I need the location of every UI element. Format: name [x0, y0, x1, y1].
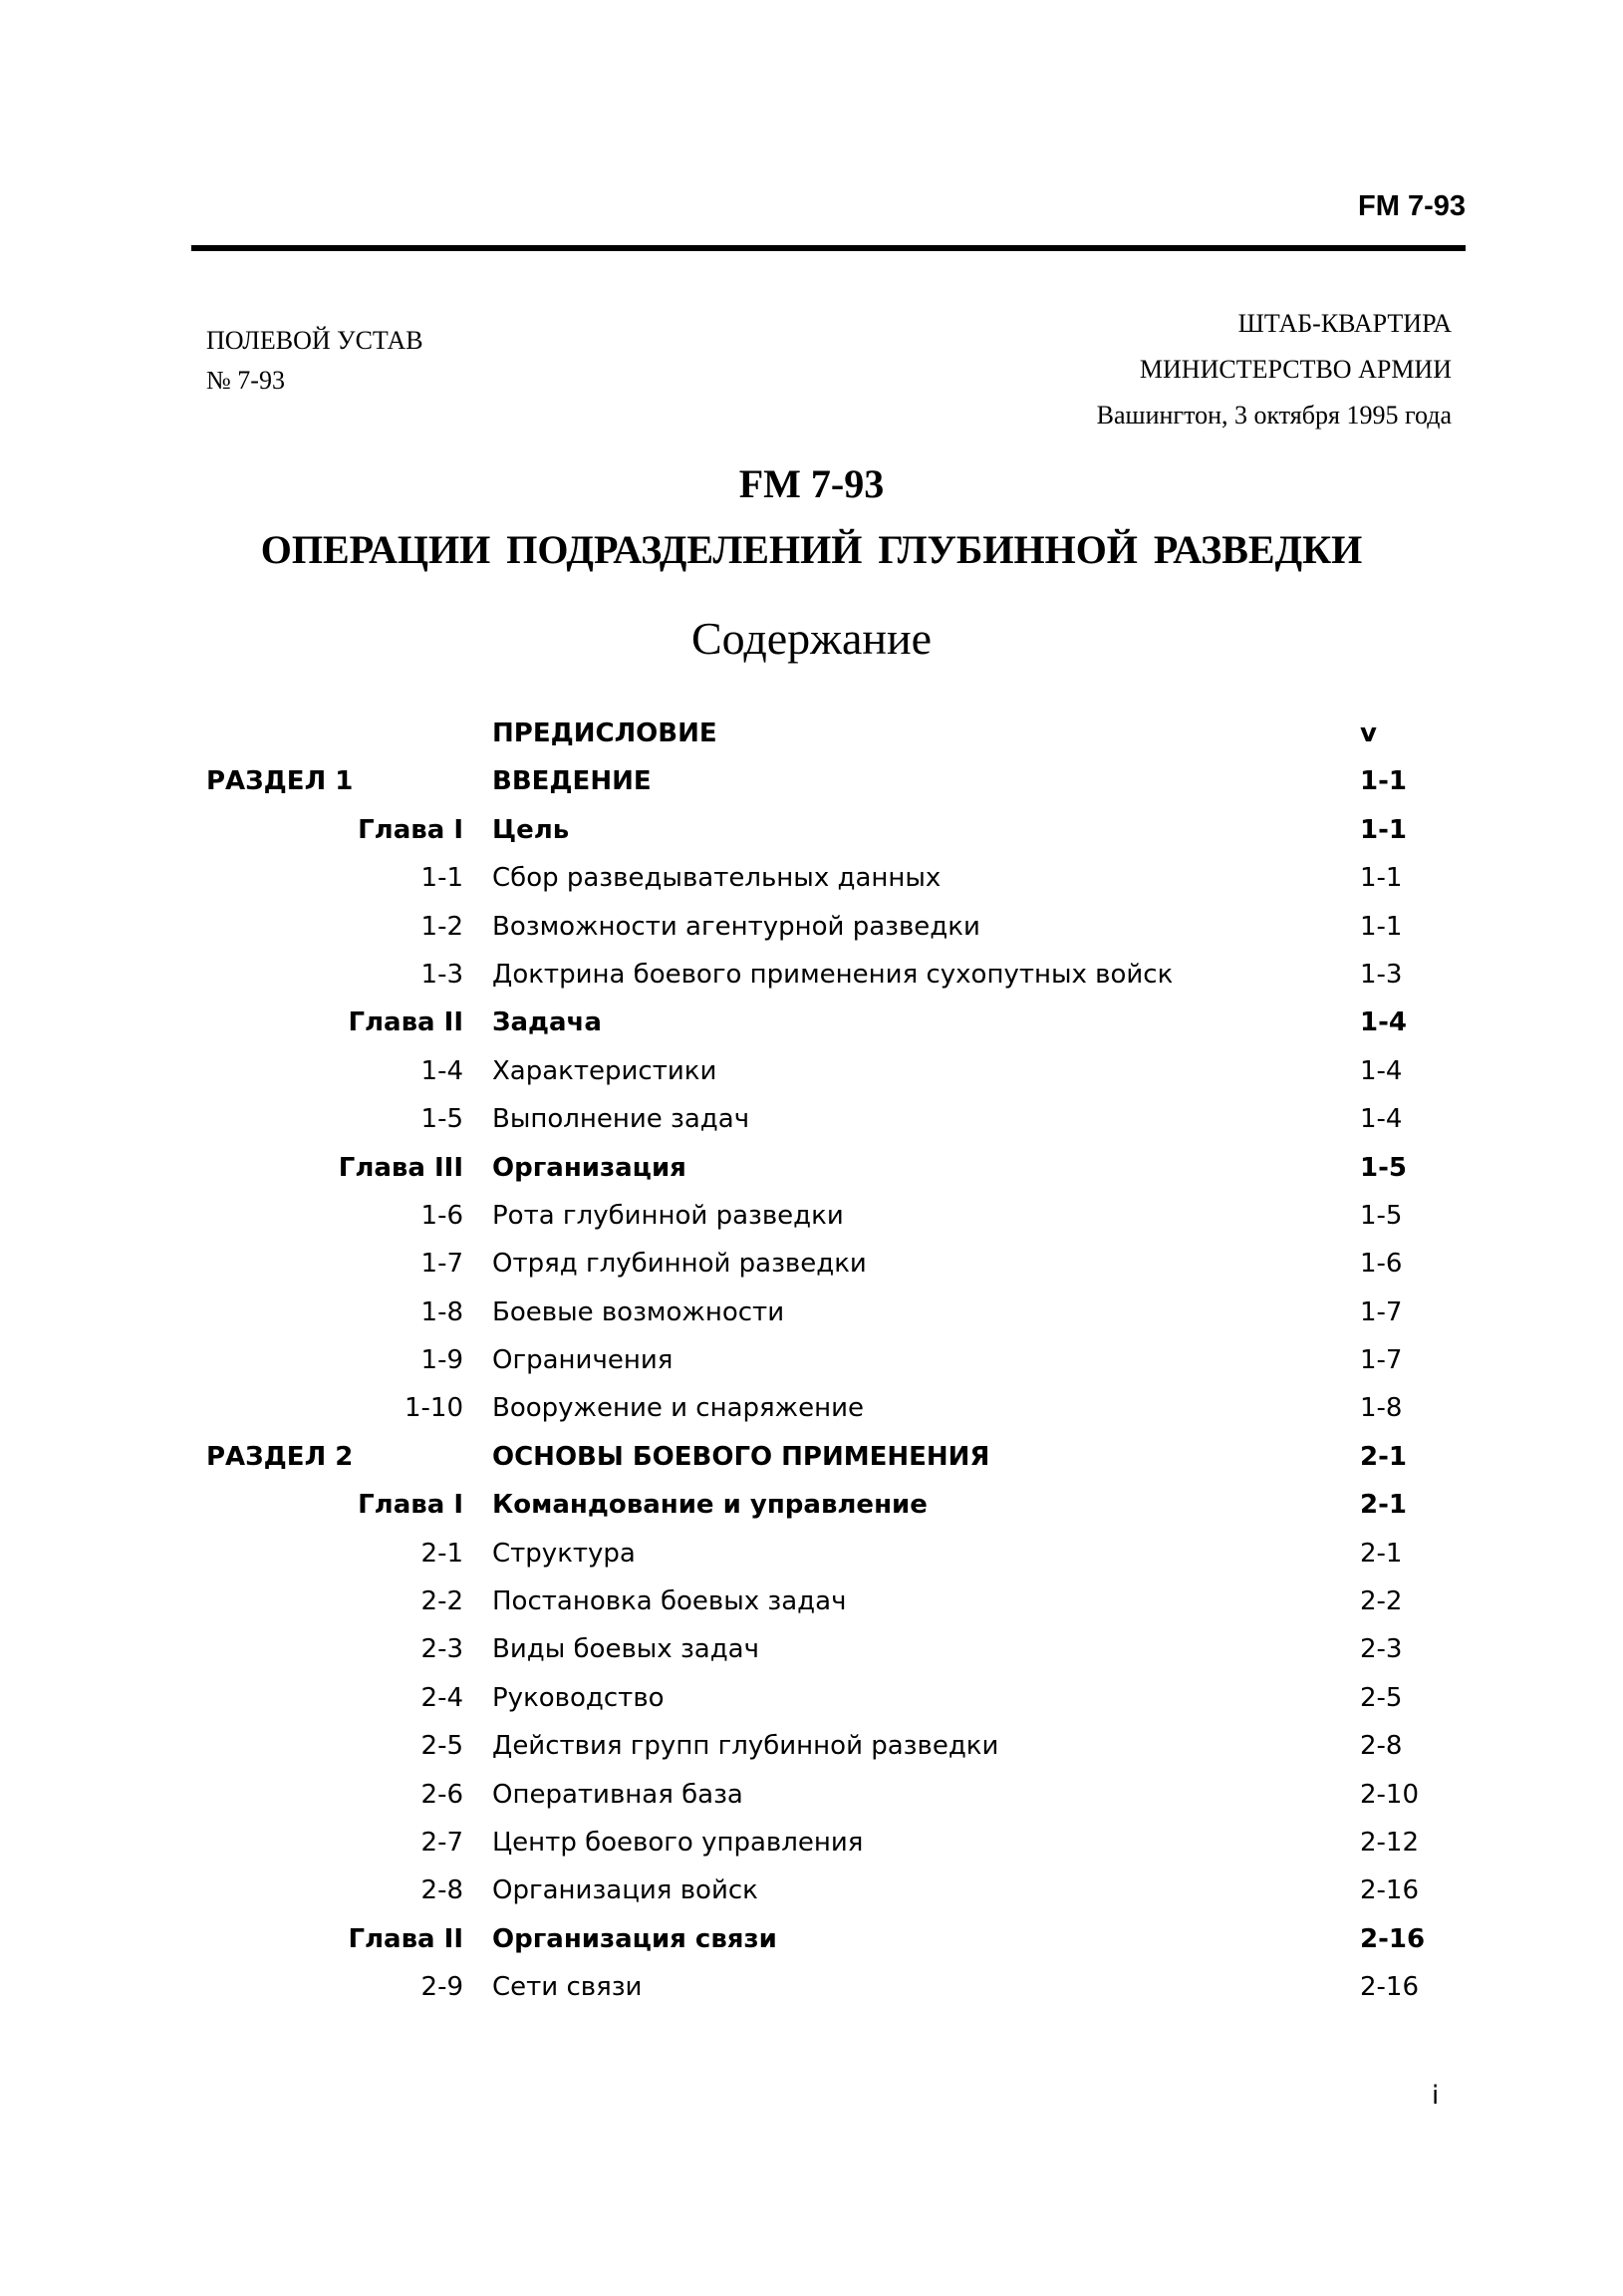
toc-entry [0, 1675, 1623, 1723]
toc-title: Вооружение и снаряжение [492, 1393, 864, 1424]
toc-entry [0, 1337, 1623, 1385]
toc-page: 2-10 [1360, 1779, 1420, 1810]
toc-number: 2-5 [420, 1731, 463, 1762]
toc-title: Сети связи [492, 1972, 643, 2003]
toc-title: Оперативная база [492, 1779, 743, 1810]
toc-entry [0, 1241, 1623, 1289]
toc-page: 2-16 [1360, 1923, 1426, 1954]
toc-entry [0, 1578, 1623, 1626]
toc-page: 2-3 [1360, 1634, 1403, 1665]
toc-entry [0, 855, 1623, 903]
toc-page: 2-1 [1360, 1490, 1407, 1521]
toc-page: v [1360, 718, 1377, 748]
toc-entry [0, 1867, 1623, 1915]
document-designation [206, 321, 423, 401]
toc-number: Глава III [338, 1152, 463, 1183]
designation-line: ПОЛЕВОЙ УСТАВ [206, 326, 423, 355]
toc-title: Структура [492, 1538, 636, 1569]
document-title: FM 7-93 [738, 461, 885, 506]
toc-title: Действия групп глубинной разведки [492, 1731, 999, 1762]
toc-title: Возможности агентурной разведки [492, 911, 980, 942]
toc-entry [0, 1096, 1623, 1144]
toc-title: Доктрина боевого применения сухопутных войск [492, 959, 1174, 990]
toc-number: 2-9 [420, 1972, 463, 2003]
toc-title: ПРЕДИСЛОВИЕ [492, 718, 717, 748]
toc-number: 1-1 [420, 863, 463, 894]
toc-entry [0, 904, 1623, 952]
authority-line: ШТАБ-КВАРТИРА [1237, 309, 1452, 338]
toc-page: 2-1 [1360, 1538, 1403, 1569]
toc-entry [0, 711, 1623, 758]
toc-title: Рота глубинной разведки [492, 1200, 844, 1231]
toc-entry [0, 1482, 1623, 1530]
toc-title: Сбор разведывательных данных [492, 863, 942, 894]
toc-number: 2-3 [420, 1634, 463, 1665]
document-subtitle: ОПЕРАЦИИ ПОДРАЗДЕЛЕНИЙ ГЛУБИННОЙ РАЗВЕДКИ [260, 527, 1363, 572]
toc-entry [0, 952, 1623, 1000]
issuing-authority [1097, 301, 1452, 438]
toc-title: Центр боевого управления [492, 1827, 864, 1858]
toc-number: 1-2 [420, 911, 463, 942]
toc-page: 2-8 [1360, 1731, 1403, 1762]
toc-page: 1-7 [1360, 1296, 1403, 1327]
designation-number: № 7-93 [206, 366, 285, 395]
toc-title: Организация [492, 1152, 686, 1183]
toc-page: 1-4 [1360, 1104, 1403, 1135]
toc-page: 2-16 [1360, 1875, 1420, 1906]
toc-entry [0, 1723, 1623, 1771]
toc-entry [0, 1145, 1623, 1193]
toc-page: 2-1 [1360, 1441, 1407, 1472]
toc-title: Боевые возможности [492, 1296, 785, 1327]
toc-entry [0, 1820, 1623, 1867]
toc-entry [0, 1964, 1623, 2012]
toc-page: 1-1 [1360, 863, 1403, 894]
toc-title: Организация войск [492, 1875, 758, 1906]
toc-number: 1-3 [420, 959, 463, 990]
toc-title: Выполнение задач [492, 1104, 750, 1135]
toc-number: 2-8 [420, 1875, 463, 1906]
toc-number: 1-10 [404, 1393, 463, 1424]
toc-number: Глава I [358, 814, 463, 845]
toc-page: 1-3 [1360, 959, 1403, 990]
toc-section: РАЗДЕЛ 1 [206, 766, 354, 797]
toc-title: ОСНОВЫ БОЕВОГО ПРИМЕНЕНИЯ [492, 1441, 990, 1472]
toc-entry [0, 1434, 1623, 1482]
toc-title: Отряд глубинной разведки [492, 1249, 867, 1280]
toc-number: Глава II [348, 1007, 463, 1038]
toc-title: Цель [492, 814, 570, 845]
toc-page: 2-5 [1360, 1682, 1403, 1713]
toc-title: Виды боевых задач [492, 1634, 759, 1665]
toc-entry [0, 1290, 1623, 1337]
toc-page: 2-2 [1360, 1586, 1403, 1617]
toc-number: 2-2 [420, 1586, 463, 1617]
toc-number: Глава I [358, 1490, 463, 1521]
toc-page: 1-4 [1360, 1055, 1403, 1086]
toc-page: 1-8 [1360, 1393, 1403, 1424]
toc-entry [0, 1000, 1623, 1047]
toc-entry [0, 1916, 1623, 1964]
toc-entry [0, 1772, 1623, 1820]
toc-page: 1-5 [1360, 1200, 1403, 1231]
toc-section: РАЗДЕЛ 2 [206, 1441, 354, 1472]
toc-title: ВВЕДЕНИЕ [492, 766, 652, 797]
toc-number: 2-4 [420, 1682, 463, 1713]
toc-title: Характеристики [492, 1055, 717, 1086]
toc-number: 2-7 [420, 1827, 463, 1858]
toc-page: 1-5 [1360, 1152, 1407, 1183]
place-date: Вашингтон, 3 октября 1995 года [1096, 401, 1452, 430]
toc-number: 1-4 [420, 1055, 463, 1086]
toc-entry [0, 1385, 1623, 1433]
toc-title: Руководство [492, 1682, 665, 1713]
toc-page: 2-16 [1360, 1972, 1420, 2003]
toc-number: 2-6 [420, 1779, 463, 1810]
toc-page: 1-4 [1360, 1007, 1407, 1038]
toc-page: 1-1 [1360, 766, 1407, 797]
toc-page: 1-1 [1360, 814, 1407, 845]
toc-number: Глава II [348, 1923, 463, 1954]
toc-page: 2-12 [1360, 1827, 1420, 1858]
toc-page: 1-7 [1360, 1345, 1403, 1376]
header-code: FM 7-93 [1358, 190, 1466, 222]
toc-number: 1-5 [420, 1104, 463, 1135]
toc-heading: Содержание [690, 613, 933, 664]
authority-line: МИНИСТЕРСТВО АРМИИ [1139, 355, 1452, 384]
toc-number: 2-1 [420, 1538, 463, 1569]
toc-entry [0, 1048, 1623, 1096]
toc-entry [0, 1531, 1623, 1578]
toc-number: 1-8 [420, 1296, 463, 1327]
toc-entry [0, 1193, 1623, 1241]
toc-entry [0, 807, 1623, 855]
page-number: i [1432, 2081, 1440, 2111]
toc-page: 1-1 [1360, 911, 1403, 942]
toc-title: Организация связи [492, 1923, 777, 1954]
toc-title: Задача [492, 1007, 602, 1038]
toc-entry [0, 758, 1623, 806]
toc-title: Командование и управление [492, 1490, 928, 1521]
toc-page: 1-6 [1360, 1249, 1403, 1280]
header-rule [191, 245, 1466, 251]
table-of-contents [0, 711, 1623, 2013]
toc-entry [0, 1626, 1623, 1674]
toc-title: Ограничения [492, 1345, 674, 1376]
toc-title: Постановка боевых задач [492, 1586, 847, 1617]
toc-number: 1-6 [420, 1200, 463, 1231]
toc-number: 1-7 [420, 1249, 463, 1280]
toc-number: 1-9 [420, 1345, 463, 1376]
